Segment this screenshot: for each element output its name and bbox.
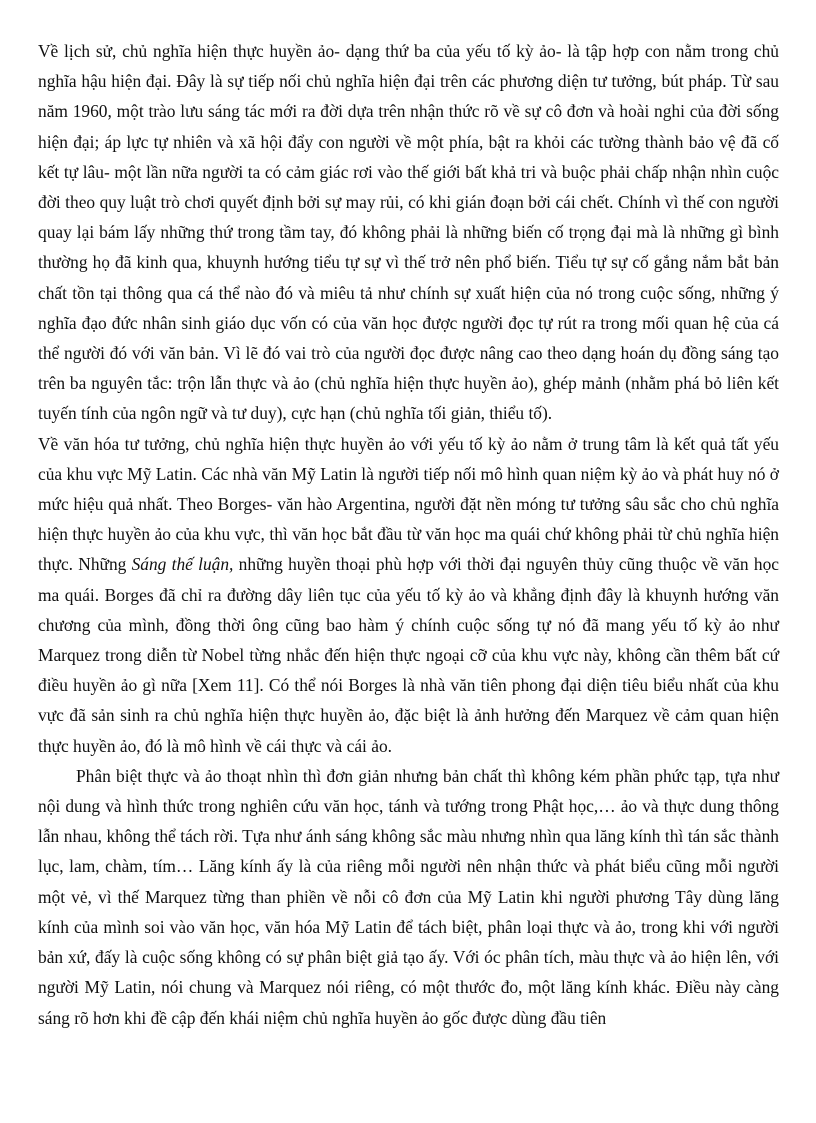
document-page <box>38 36 779 1033</box>
paragraph-real-vs-magic: Phân biệt thực và ảo thoạt nhìn thì đơn giản nhưng bản chất thì không kém phần phức tạp, tựa như nội dung và hình thức trong nghiên cứu văn học, tánh và tướng trong Phật học,… ảo và thực dung thông lẫn nhau, không thể tách rời. Tựa như ánh sáng không sắc màu nhưng nhìn qua lăng kính thì tán sắc thành lục, lam, chàm, tím… Lăng kính ấy là của riêng mỗi người nên nhận thức và phát biểu cũng mỗi người một vẻ, vì thế Marquez từng than phiền về nỗi cô đơn của Mỹ Latin khi người phương Tây dùng lăng kính của mình soi vào văn học, văn hóa Mỹ Latin để tách biệt, phân loại thực và ảo, trong khi với người bản xứ, đấy là cuộc sống không có sự phân biệt giả tạo ấy. Với óc phân tích, màu thực và ảo hiện lên, với người Mỹ Latin, nói chung và Marquez nói riêng, có một thước đo, một lăng kính khác. Điều này càng sáng rõ hơn khi đề cập đến khái niệm chủ nghĩa huyền ảo gốc được dùng đầu tiên <box>38 765 779 1028</box>
paragraph-culture <box>38 429 779 761</box>
italic-title-sang-the-luan: Sáng thế luận, <box>131 554 234 575</box>
paragraph-culture-text-1: Về văn hóa tư tưởng, chủ nghĩa hiện thực huyền ảo với yếu tố kỳ ảo nằm ở trung tâm là kết quả tất yếu của khu vực Mỹ Latin. Các nhà văn Mỹ Latin là người tiếp nối mô hình quan niệm kỳ ảo và phát huy nó ở mức hiệu quả nhất. Theo Borges- văn hào Argentina, người đặt nền móng tư tưởng sâu sắc cho chủ nghĩa hiện thực huyền ảo của khu vực, thì văn học bắt đầu từ văn học ma quái chứ không phải từ chủ nghĩa hiện thực. Những <box>38 433 779 575</box>
paragraph-culture-text-2: những huyền thoại phù hợp với thời đại nguyên thủy cũng thuộc về văn học ma quái. Borges đã chỉ ra đường dây liên tục của yếu tố kỳ ảo và khẳng định đây là khuynh hướng văn chương của mình, đồng thời ông cũng bao hàm ý chính cuộc sống tự nó đã mang yếu tố kỳ ảo như Marquez trong diễn từ Nobel từng nhắc đến hiện thực ngoại cỡ của khu vực này, không cần thêm bất cứ điều huyền ảo gì nữa [Xem 11]. Có thể nói Borges là nhà văn tiên phong đại diện tiêu biểu nhất của khu vực đã sản sinh ra chủ nghĩa hiện thực huyền ảo, đặc biệt là ảnh hưởng đến Marquez về cảm quan hiện thực huyền ảo, đó là mô hình về cái thực và cái ảo. <box>38 554 779 756</box>
paragraph-history: Về lịch sử, chủ nghĩa hiện thực huyền ảo- dạng thứ ba của yếu tố kỳ ảo- là tập hợp con nằm trong chủ nghĩa hậu hiện đại. Đây là sự tiếp nối chủ nghĩa hiện đại trên các phương diện tư tưởng, bút pháp. Từ sau năm 1960, một trào lưu sáng tác mới ra đời dựa trên nhận thức rõ về sự cô đơn và hoài nghi của đời sống hiện đại; áp lực tự nhiên và xã hội đẩy con người về một phía, bật ra khỏi các tường thành bảo vệ đã cố kết tự lâu- một lần nữa người ta có cảm giác rơi vào thế giới bất khả tri và buộc phải chấp nhận nhìn cuộc đời theo quy luật trò chơi quyết định bởi sự may rủi, có khi gián đoạn bởi cái chết. Chính vì thế con người quay lại bám lấy những thứ trong tầm tay, đó không phải là những biến cố trọng đại mà là những gì bình thường họ đã kinh qua, khuynh hướng tiểu tự sự vì thế trở nên phổ biến. Tiểu tự sự cố gắng nắm bắt bản chất tồn tại thông qua cá thể nào đó và miêu tả như chính sự xuất hiện của nó trong cuộc sống, những ý nghĩa đạo đức nhân sinh giáo dục vốn có của văn học được người đọc tự rút ra trong mối quan hệ của cá thể người đó với văn bản. Vì lẽ đó vai trò của người đọc được nâng cao theo dạng hoán dụ đồng sáng tạo trên ba nguyên tắc: trộn lẫn thực và ảo (chủ nghĩa hiện thực huyền ảo), ghép mảnh (nhằm phá bỏ liên kết tuyến tính của ngôn ngữ và tư duy), cực hạn (chủ nghĩa tối giản, thiểu tố). <box>38 41 779 424</box>
